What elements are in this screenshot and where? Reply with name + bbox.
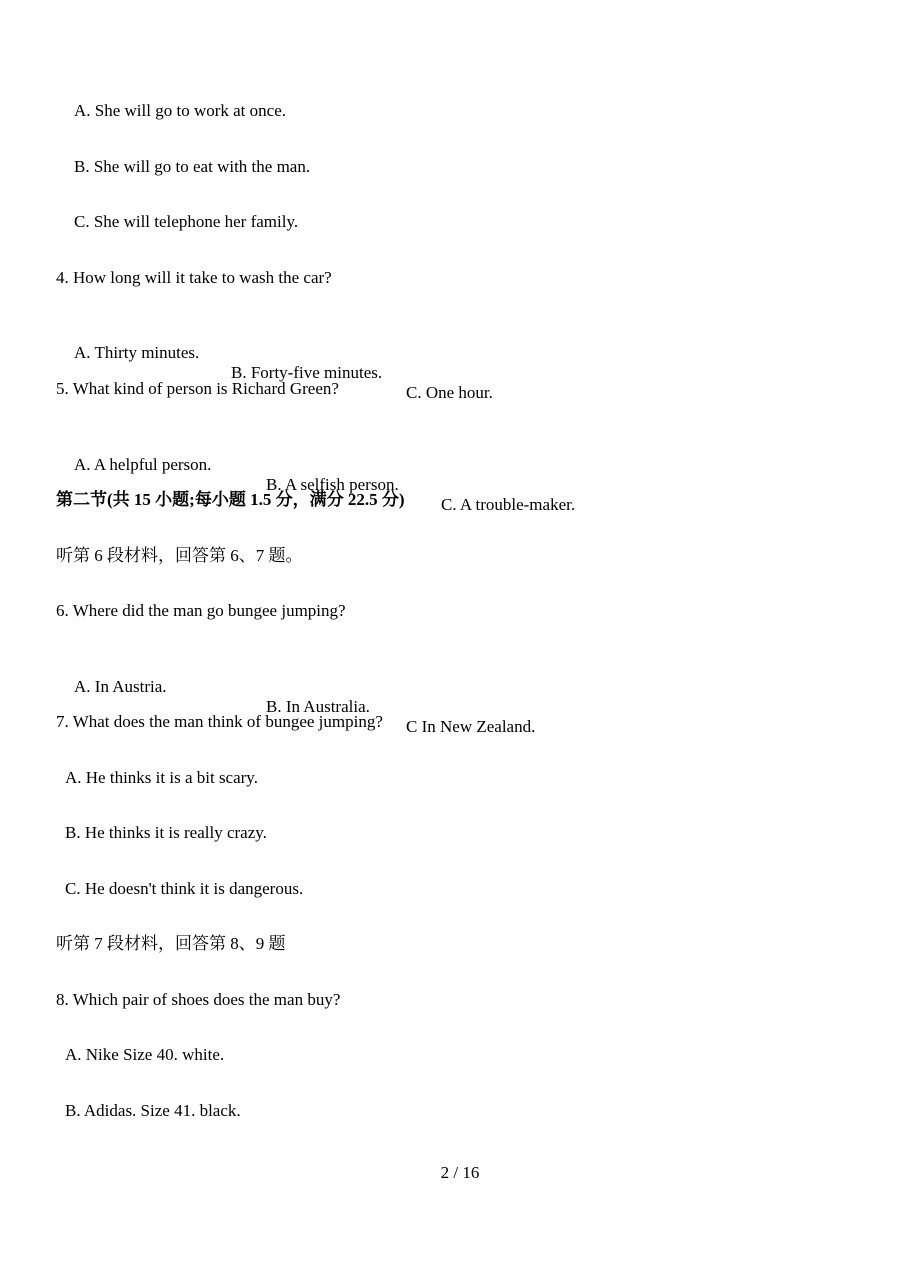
q4-option-c: C. One hour. (406, 383, 493, 402)
q4-stem: 4. How long will it take to wash the car? (56, 268, 332, 287)
q8-stem: 8. Which pair of shoes does the man buy? (56, 990, 341, 1009)
q6-option-b: B. In Australia. (266, 697, 370, 716)
q7-option-b: B. He thinks it is really crazy. (65, 823, 267, 842)
q6-option-a: A. In Austria. (74, 677, 167, 696)
q3-option-c: C. She will telephone her family. (74, 212, 299, 231)
q7-option-a: A. He thinks it is a bit scary. (65, 768, 258, 787)
q5-option-b: B. A selfish person. (266, 475, 399, 494)
q7-option-c: C. He doesn't think it is dangerous. (65, 879, 304, 898)
q4-option-b: B. Forty-five minutes. (231, 363, 383, 382)
q4-option-a: A. Thirty minutes. (74, 343, 200, 362)
q3-option-a: A. She will go to work at once. (74, 101, 286, 120)
q5-option-a: A. A helpful person. (74, 455, 212, 474)
page-number: 2 / 16 (440, 1163, 480, 1182)
q4-options (0, 323, 920, 423)
q7-stem: 7. What does the man think of bungee jumping? (56, 712, 383, 731)
q6-stem: 6. Where did the man go bungee jumping? (56, 601, 346, 620)
section-heading: 第二节(共 15 小题;每小题 1.5 分，满分 22.5 分) (56, 490, 405, 509)
q5-option-c: C. A trouble-maker. (441, 495, 576, 514)
instruction-8-9: 听第 7 段材料，回答第 8、9 题 (56, 934, 286, 953)
q6-options (0, 657, 920, 757)
instruction-6-7: 听第 6 段材料，回答第 6、7 题。 (56, 546, 303, 565)
q3-option-b: B. She will go to eat with the man. (74, 157, 311, 176)
q5-options (0, 435, 920, 535)
q6-option-c: C In New Zealand. (406, 717, 536, 736)
q8-option-a: A. Nike Size 40. white. (65, 1045, 225, 1064)
q5-stem: 5. What kind of person is Richard Green? (56, 379, 339, 398)
q8-option-b: B. Adidas. Size 41. black. (65, 1101, 241, 1120)
